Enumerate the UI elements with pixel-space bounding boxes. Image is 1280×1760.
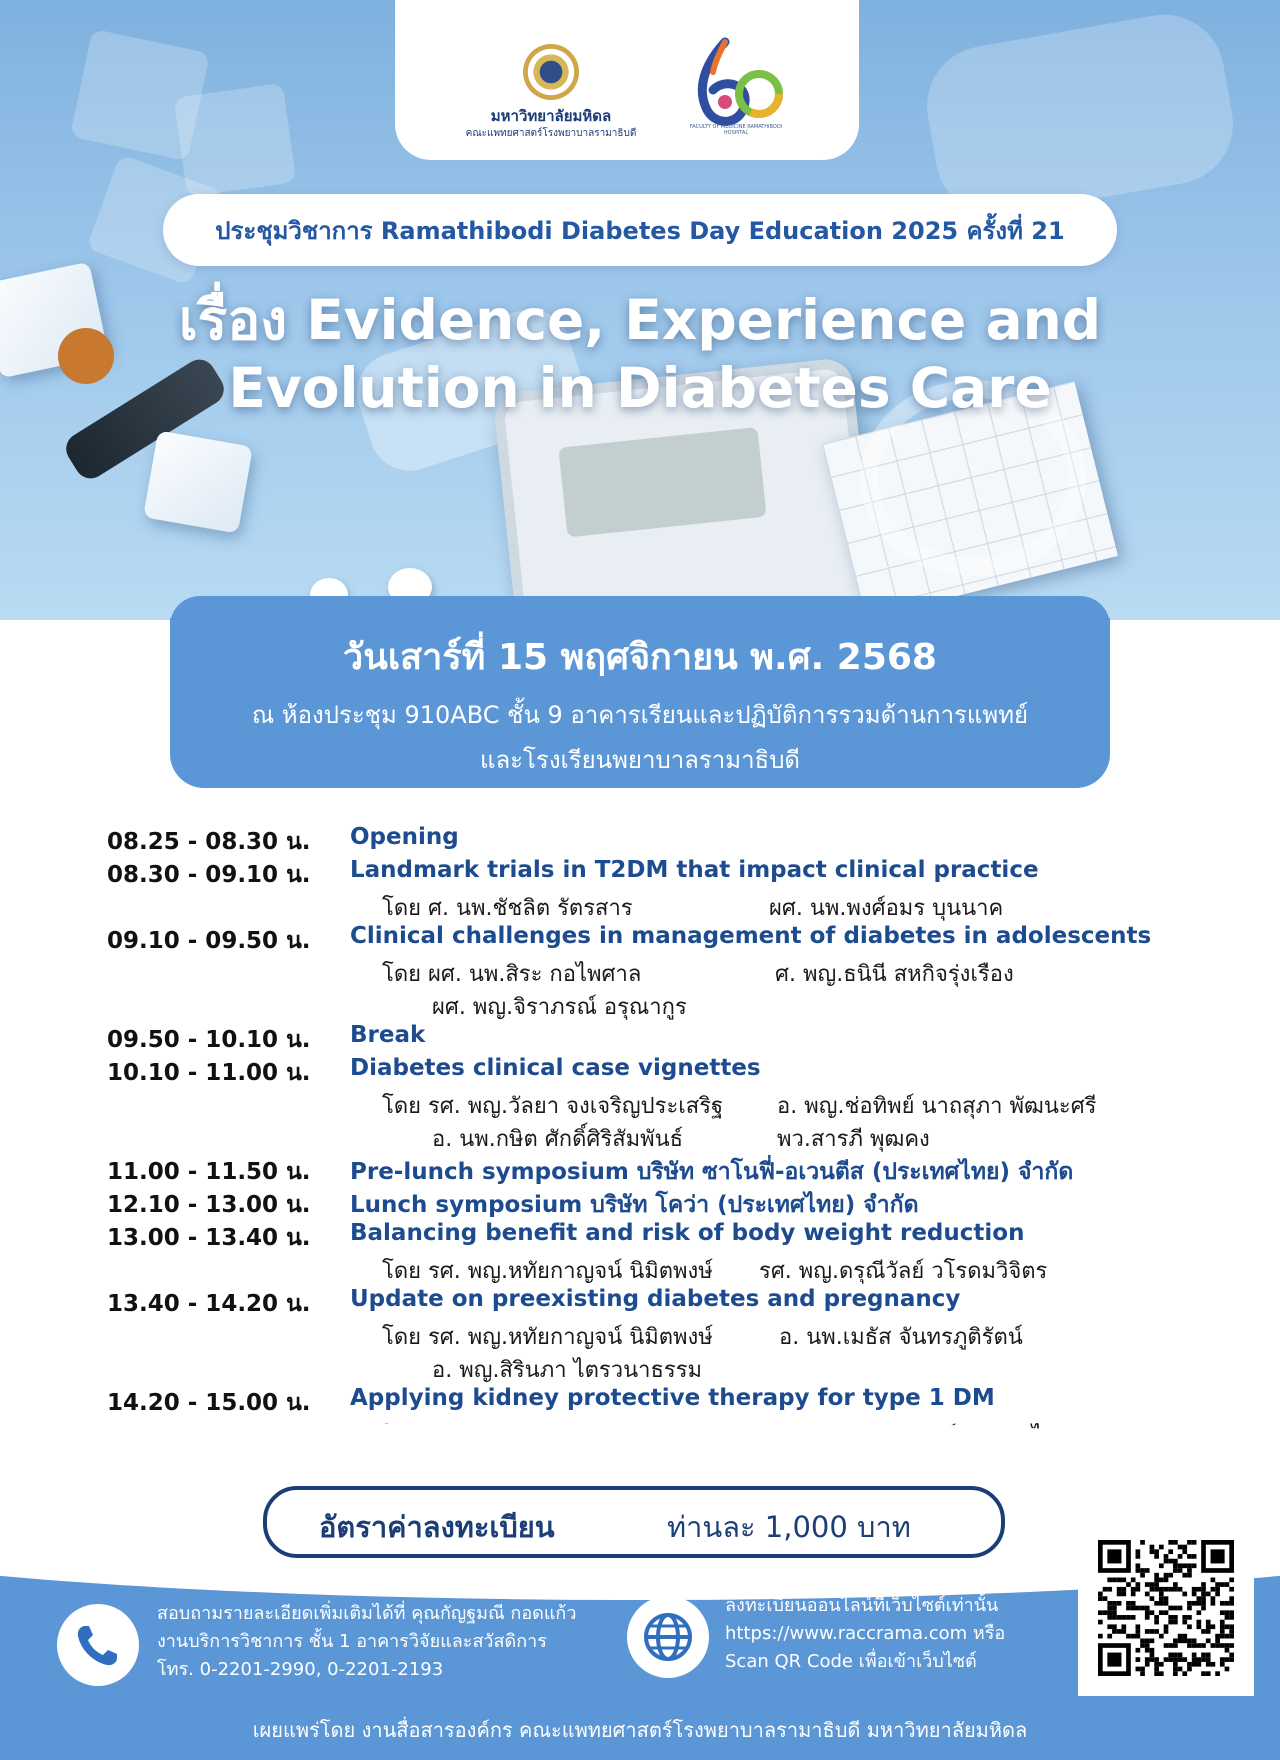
speaker: พว.สารภี พุฒคง [777,1127,930,1152]
speaker-row [107,1319,1227,1352]
fee-value: ท่านละ 1,000 บาท [667,1510,911,1544]
phone-icon [57,1604,139,1686]
agenda-time: 08.25 - 08.30 น. [107,829,311,855]
speaker: โดย รศ. พญ.หทัยกาญจน์ นิมิตพงษ์ [382,1325,713,1350]
agenda-row [107,824,1227,857]
logo-card [395,0,859,160]
agenda-time: 09.50 - 10.10 น. [107,1027,311,1053]
meter-screen [558,427,766,537]
speaker: ศ. พญ.ธนินี สหกิจรุ่งเรือง [775,962,1014,987]
agenda-time: 12.10 - 13.00 น. [107,1192,311,1218]
register-line: Scan QR Code เพื่อเข้าเว็บไซต์ [725,1651,977,1672]
speaker: ผศ. นพ.พงศ์อมร บุนนาค [769,896,1004,921]
main-title-line-2: Evolution in Diabetes Care [228,356,1052,420]
speaker-row [107,1088,1227,1121]
contact-line: งานบริการวิชาการ ชั้น 1 อาคารวิจัยและสวัสดิการ [157,1631,547,1652]
agenda-row [107,1187,1227,1220]
speaker-row [107,1121,1227,1154]
footer-credit: เผยแพร่โดย งานสื่อสารองค์กร คณะแพทยศาสตร์โรงพยาบาลรามาธิบดี มหาวิทยาลัยมหิดล [252,1718,1028,1742]
register-line: ลงทะเบียนออนไลน์ที่เว็บไซต์เท่านั้น [725,1595,999,1616]
speaker-row [107,890,1227,923]
main-title-line-1: เรื่อง Evidence, Experience and [178,288,1102,352]
agenda-time: 11.00 - 11.50 น. [107,1159,311,1185]
agenda-topic: Landmark trials in T2DM that impact clinical practice [350,857,1039,883]
contact-line: สอบถามรายละเอียดเพิ่มเติมได้ที่ คุณกัญฐมณี กอดแก้ว [157,1603,577,1624]
venue-line-1: ณ ห้องประชุม 910ABC ชั้น 9 อาคารเรียนและปฏิบัติการรวมด้านการแพทย์ [251,701,1029,729]
speaker: โดย รศ. พญ.วัลยา จงเจริญประเสริฐ [382,1094,724,1119]
venue-line-2: และโรงเรียนพยาบาลรามาธิบดี [479,746,801,774]
globe-icon [627,1596,709,1678]
agenda-row [107,1286,1227,1319]
agenda-time: 13.40 - 14.20 น. [107,1291,311,1317]
agenda-time: 09.10 - 09.50 น. [107,928,311,954]
main-title [80,286,1200,422]
qr-code-icon [1098,1540,1234,1676]
speaker: ผศ. พญ.จิราภรณ์ อรุณากูร [432,995,687,1020]
qr-code[interactable] [1078,1520,1254,1696]
sugar-cube [143,430,253,533]
agenda-row [107,1385,1227,1418]
agenda-row [107,1154,1227,1187]
anniversary-caption: FACULTY OF MEDICINE RAMATHIBODI HOSPITAL [689,124,783,136]
speaker: อ. นพ.กษิต ศักดิ์ศิริสัมพันธ์ [432,1127,684,1152]
agenda-row [107,1220,1227,1253]
date-venue-box [170,618,1110,788]
agenda-row [107,1055,1227,1088]
event-date: วันเสาร์ที่ 15 พฤศจิกายน พ.ศ. 2568 [343,637,937,678]
agenda-time: 08.30 - 09.10 น. [107,862,311,888]
agenda-time: 13.00 - 13.40 น. [107,1225,311,1251]
fee-label: อัตราค่าลงทะเบียน [319,1510,555,1544]
contact-info [157,1600,576,1684]
pill-pack-ghost [918,5,1243,225]
agenda-topic: Clinical challenges in management of diabetes in adolescents [350,923,1152,949]
faculty-name: คณะแพทยศาสตร์โรงพยาบาลรามาธิบดี [465,128,637,139]
mahidol-seal-logo [523,44,579,100]
registration-fee [263,1486,1005,1558]
agenda-topic: Break [350,1022,426,1048]
conference-title: ประชุมวิชาการ Ramathibodi Diabetes Day Education 2025 ครั้งที่ 21 [163,194,1117,266]
register-url[interactable]: https://www.raccrama.com หรือ [725,1623,1006,1644]
register-info [725,1592,1005,1676]
speaker-row [107,956,1227,989]
speaker: อ. พญ.สิรินภา ไตรวนาธรรม [432,1358,703,1383]
agenda-row [107,857,1227,890]
university-name: มหาวิทยาลัยมหิดล [490,107,612,125]
agenda-topic: Balancing benefit and risk of body weight reduction [350,1220,1025,1246]
speaker: โดย ผศ. นพ.สิระ กอไพศาล [382,962,642,987]
speaker-row [107,1253,1227,1286]
agenda-time: 14.20 - 15.00 น. [107,1390,311,1416]
speaker-row [107,1352,1227,1385]
agenda-topic: Applying kidney protective therapy for type 1 DM [350,1385,995,1411]
contact-line: โทร. 0-2201-2990, 0-2201-2193 [157,1659,444,1680]
speaker: อ. พญ.ช่อทิพย์ นาถสุภา พัฒนะศรี [777,1094,1097,1119]
anniversary-60-logo [685,36,785,132]
agenda-topic: Lunch symposium บริษัท โคว่า (ประเทศไทย) จำกัด [350,1192,919,1218]
agenda-row [107,923,1227,956]
agenda-row [107,1022,1227,1055]
speaker: โดย ศ. นพ.ชัชลิต รัตรสาร [382,896,633,921]
agenda-time: 10.10 - 11.00 น. [107,1060,311,1086]
agenda-topic: Opening [350,824,459,850]
speaker-row [107,989,1227,1022]
speaker: อ. นพ.เมธัส จันทรภูติรัตน์ [779,1325,1023,1350]
agenda-topic: Pre-lunch symposium บริษัท ซาโนฟี่-อเวนตีส (ประเทศไทย) จำกัด [350,1159,1074,1185]
agenda-topic: Diabetes clinical case vignettes [350,1055,761,1081]
agenda [107,824,1227,1451]
speaker: รศ. พญ.ดรุณีวัลย์ วโรดมวิจิตร [759,1259,1048,1284]
agenda-topic: Update on preexisting diabetes and pregnancy [350,1286,961,1312]
speaker: โดย รศ. พญ.หทัยกาญจน์ นิมิตพงษ์ [382,1259,713,1284]
